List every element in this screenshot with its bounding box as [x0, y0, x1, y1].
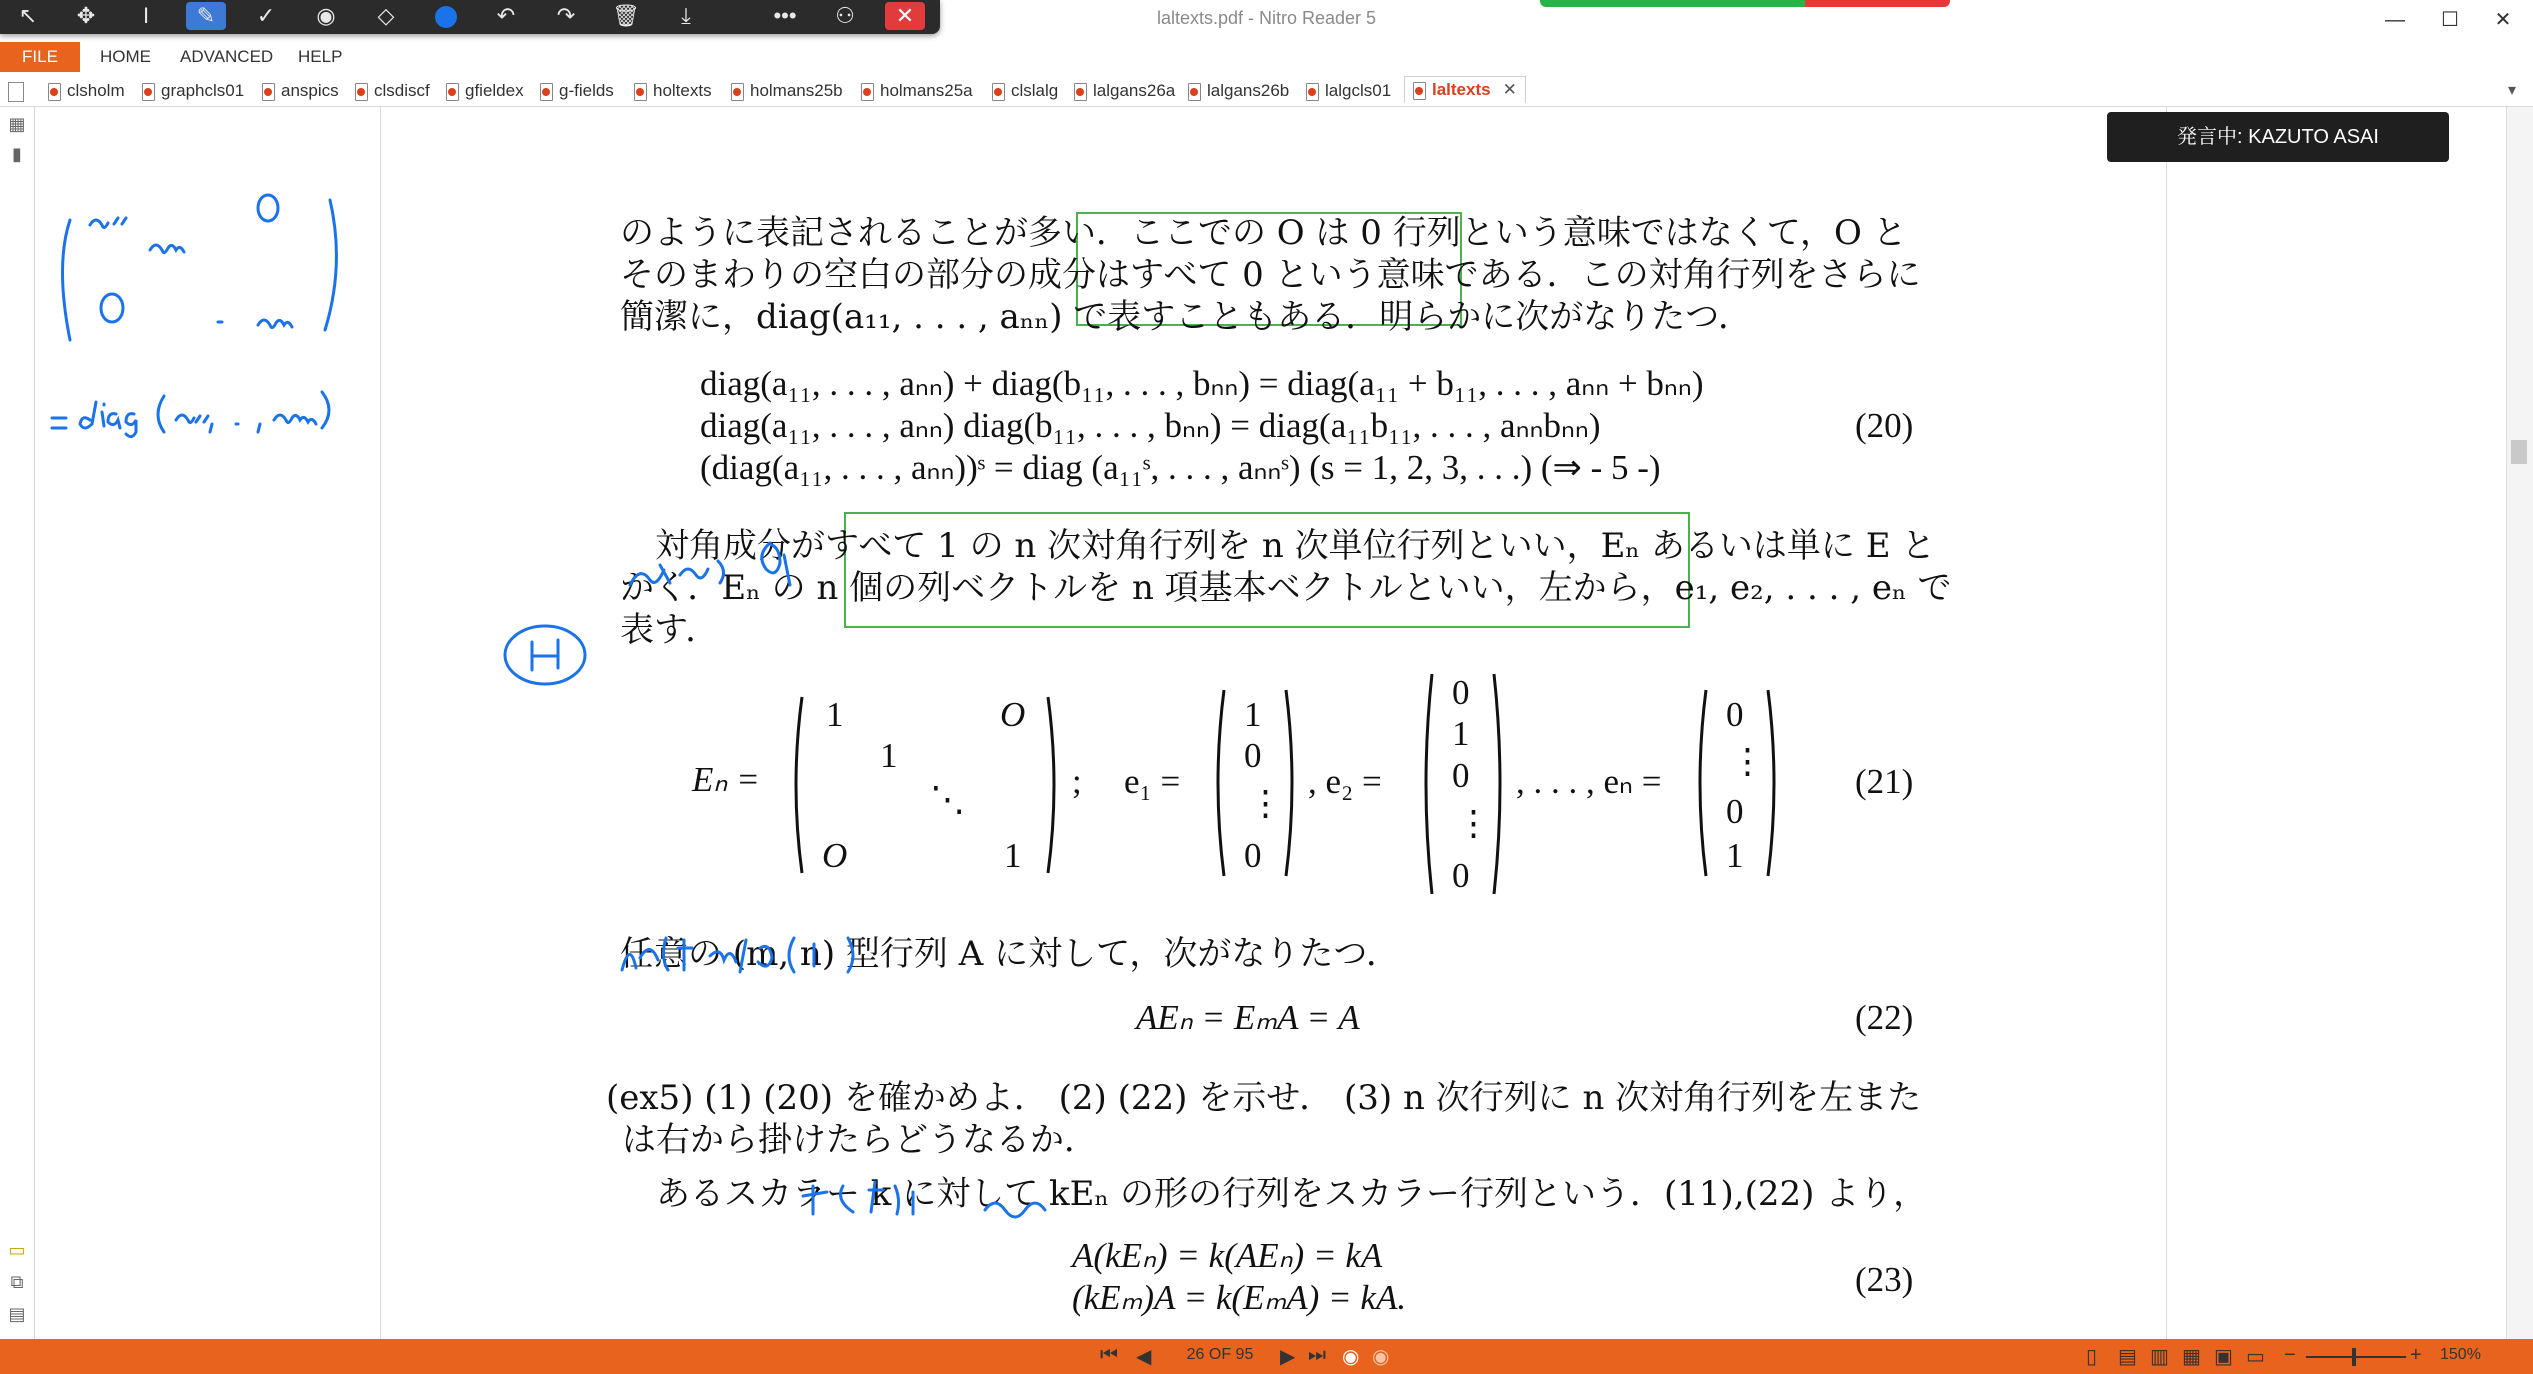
attachments-icon[interactable]: ▮	[12, 144, 22, 164]
tab-lalgans26b[interactable]: lalgans26b	[1188, 78, 1289, 104]
zoom-slider[interactable]	[2306, 1356, 2406, 1358]
color-dot-icon[interactable]	[426, 2, 466, 30]
pdf-icon	[262, 83, 275, 101]
pdf-icon	[142, 83, 155, 101]
identity-zero-top: O	[1000, 695, 1026, 734]
equation-20-line-3: (diag(a₁₁, . . . , aₙₙ))ˢ = diag (a₁₁ˢ, . . . , aₙₙˢ) (s = 1, 2, 3, . . .) (⇒ - 5 -)	[700, 448, 1661, 487]
pdf-icon	[355, 83, 368, 101]
forward-icon[interactable]: ◉	[1372, 1346, 1390, 1368]
more-icon[interactable]: •••	[773, 3, 797, 28]
pdf-icon	[446, 83, 459, 101]
e1-entry-dots: ⋮	[1248, 784, 1283, 823]
toolbar-close-icon[interactable]: ✕	[885, 2, 925, 30]
maximize-button[interactable]: ☐	[2441, 9, 2459, 31]
pdf-icon	[48, 83, 61, 101]
layers-icon[interactable]: ⧉	[10, 1272, 24, 1292]
first-page-icon[interactable]: ⏮	[1100, 1344, 1118, 1366]
tab-dropdown-icon[interactable]: ▾	[2508, 82, 2517, 99]
equation-23-line-1: A(kEₙ) = k(AEₙ) = kA	[1072, 1236, 1383, 1275]
next-page-icon[interactable]: ▶	[1280, 1346, 1296, 1368]
menu-home[interactable]: HOME	[100, 47, 151, 66]
exercise-5-line-1: (ex5) (1) (20) を確かめよ． (2) (22) を示せ． (3) n 次行列に n 次対角行列を左また	[606, 1078, 1922, 1118]
identity-zero-bottom: O	[822, 836, 848, 875]
download-icon[interactable]: ⤓	[681, 3, 691, 28]
pdf-icon	[634, 83, 647, 101]
e2-entry-1: 1	[1452, 714, 1470, 753]
equation-20-number: (20)	[1855, 406, 1914, 445]
e1-entry-0: 1	[1244, 695, 1262, 734]
e2-entry-dots: ⋮	[1456, 804, 1491, 843]
identity-dots: ⋱	[930, 780, 965, 819]
pdf-icon	[1188, 83, 1201, 101]
tab-lalgcls01[interactable]: lalgcls01	[1306, 78, 1391, 104]
eq21-En-label: Eₙ =	[692, 760, 760, 799]
paragraph-2-line-2: かく．Eₙ の n 個の列ベクトルを n 項基本ベクトルといい，左から，e₁, e₂, . . . , eₙ で	[620, 568, 1952, 608]
speaking-indicator: 発言中: KAZUTO ASAI	[2107, 112, 2449, 162]
eq21-e1-label: e₁ =	[1124, 762, 1181, 801]
tab-holmans25a[interactable]: holmans25a	[861, 78, 973, 104]
pdf-icon	[1413, 82, 1426, 100]
menu-file[interactable]: FILE	[0, 42, 80, 72]
page-right-margin	[2166, 107, 2507, 1339]
pdf-icon	[1074, 83, 1087, 101]
zoom-out-icon[interactable]: −	[2284, 1344, 2296, 1366]
continuous-view-icon[interactable]: ▤	[2118, 1346, 2137, 1368]
facing-view-icon[interactable]: ▥	[2150, 1346, 2169, 1368]
left-panel-strip	[0, 107, 35, 1339]
menu-help[interactable]: HELP	[298, 47, 343, 66]
zoom-in-icon[interactable]: +	[2410, 1344, 2422, 1366]
equation-23-line-2: (kEₘ)A = k(EₘA) = kA.	[1072, 1278, 1407, 1317]
handwritten-diag-note	[40, 370, 380, 450]
e2-entry-last: 0	[1452, 856, 1470, 895]
paragraph-1-line-2: そのまわりの空白の部分の成分はすべて 0 という意味である．この対角行列をさらに	[620, 255, 1921, 295]
bookmark-panel-icon[interactable]: ▦	[8, 114, 26, 134]
page-indicator[interactable]: 26 OF 95	[1186, 1346, 1254, 1363]
paragraph-3: 任意の (m, n) 型行列 A に対して，次がなりたつ．	[620, 934, 1401, 974]
tab-holmans25b[interactable]: holmans25b	[731, 78, 843, 104]
tab-graphcls01[interactable]: graphcls01	[142, 78, 244, 104]
pan-icon[interactable]: ✥	[76, 3, 96, 28]
equation-21-number: (21)	[1855, 762, 1914, 801]
equation-20-line-1: diag(a₁₁, . . . , aₙₙ) + diag(b₁₁, . . . , bₙₙ) = diag(a₁₁ + b₁₁, . . . , aₙₙ + bₙₙ)	[700, 364, 1704, 403]
trash-icon[interactable]: 🗑	[612, 3, 640, 28]
pdf-icon	[1306, 83, 1319, 101]
en-entry-0: 0	[1726, 695, 1744, 734]
eq21-semicolon: ;	[1072, 762, 1082, 801]
menu-bar	[0, 42, 2533, 72]
e2-entry-2: 0	[1452, 756, 1470, 795]
tab-gfieldex[interactable]: gfieldex	[446, 78, 524, 104]
window-close-button[interactable]: ✕	[2494, 9, 2512, 31]
redo-icon[interactable]: ↷	[556, 3, 576, 28]
equation-22: AEₙ = EₘA = A	[1136, 998, 1360, 1037]
handwritten-underline-note	[618, 918, 888, 978]
exercise-5-line-2: は右から掛けたらどうなるか．	[622, 1120, 1098, 1160]
text-cursor-icon[interactable]: I	[142, 3, 150, 28]
handwritten-scalar-note	[795, 1166, 1095, 1226]
last-page-icon[interactable]: ⏭	[1308, 1344, 1326, 1366]
vertical-scrollbar[interactable]	[2506, 107, 2533, 1339]
pdf-icon	[731, 83, 744, 101]
pointer-icon[interactable]: ↖	[18, 3, 38, 28]
handwritten-circle-h	[500, 620, 590, 690]
paragraph-1-line-1: のように表記されることが多い．ここでの O は 0 行列という意味ではなくて，O と	[620, 213, 1907, 253]
tab-g-fields[interactable]: g-fields	[540, 78, 614, 104]
e2-entry-0: 0	[1452, 673, 1470, 712]
paragraph-4: あるスカラー k に対して kEₙ の形の行列をスカラー行列という．(11),(22) より，	[656, 1174, 1928, 1214]
paragraph-2-line-3: 表す．	[620, 610, 720, 650]
paragraph-1-line-3: 簡潔に，diag(a₁₁, . . . , aₙₙ) で表すこともある．明らかに次がなりたつ．	[620, 297, 1752, 337]
pdf-icon	[861, 83, 874, 101]
tab-lalgans26a[interactable]: lalgans26a	[1074, 78, 1175, 104]
equation-22-number: (22)	[1855, 998, 1914, 1037]
tab-clsholm[interactable]: clsholm	[48, 78, 125, 104]
eq21-e2-label: , e₂ =	[1308, 762, 1382, 801]
tab-clslalg[interactable]: clslalg	[992, 78, 1058, 104]
meeting-bar-red[interactable]	[1805, 0, 1950, 7]
people-icon[interactable]: ⚇	[835, 3, 855, 28]
back-icon[interactable]: ◉	[1342, 1346, 1360, 1368]
zoom-slider-thumb[interactable]	[2352, 1348, 2356, 1366]
minimize-button[interactable]: —	[2385, 9, 2405, 31]
comments-icon[interactable]: ▭	[8, 1240, 26, 1260]
scrollbar-thumb[interactable]	[2511, 440, 2527, 464]
e1-entry-last: 0	[1244, 836, 1262, 875]
identity-entry-2: 1	[880, 736, 898, 775]
e1-entry-1: 0	[1244, 736, 1262, 775]
meeting-bar-green[interactable]	[1540, 0, 1805, 7]
previous-page-icon[interactable]: ◀	[1136, 1346, 1152, 1368]
tab-holtexts[interactable]: holtexts	[634, 78, 712, 104]
equation-20-line-2: diag(a₁₁, . . . , aₙₙ) diag(b₁₁, . . . , bₙₙ) = diag(a₁₁b₁₁, . . . , aₙₙbₙₙ)	[700, 406, 1601, 445]
check-icon[interactable]: ✓	[256, 3, 276, 28]
fit-width-icon[interactable]: ▭	[2246, 1346, 2265, 1368]
en-entry-last: 1	[1726, 836, 1744, 875]
window-title: laltexts.pdf - Nitro Reader 5	[1156, 8, 1377, 28]
paragraph-2-line-1: 対角成分がすべて 1 の n 次対角行列を n 次単位行列といい，Eₙ あるいは単に E と	[655, 526, 1936, 566]
fit-page-icon[interactable]: ▣	[2214, 1346, 2233, 1368]
handwritten-word-note	[620, 525, 860, 605]
identity-entry-n: 1	[1004, 836, 1022, 875]
pdf-icon	[992, 83, 1005, 101]
pages-icon[interactable]: ▤	[8, 1304, 26, 1324]
tab-anspics[interactable]: anspics	[262, 78, 339, 104]
menu-advanced[interactable]: ADVANCED	[180, 47, 274, 66]
en-entry-dots: ⋮	[1730, 742, 1765, 781]
page-list-icon[interactable]	[8, 82, 24, 102]
identity-entry-1: 1	[826, 695, 844, 734]
tab-laltexts[interactable]: laltexts ✕	[1404, 76, 1526, 103]
pen-icon[interactable]: ✎	[186, 2, 226, 30]
en-entry-2: 0	[1726, 792, 1744, 831]
pdf-icon	[540, 83, 553, 101]
eraser-icon[interactable]: ◇	[377, 3, 395, 28]
tab-close-icon[interactable]: ✕	[1502, 80, 1517, 99]
facing-continuous-view-icon[interactable]: ▦	[2182, 1346, 2201, 1368]
stamp-icon[interactable]: ◉	[316, 3, 336, 28]
eq21-en-label: , . . . , eₙ =	[1516, 762, 1662, 801]
undo-icon[interactable]: ↶	[496, 3, 516, 28]
single-page-view-icon[interactable]: ▯	[2086, 1346, 2098, 1368]
zoom-level[interactable]: 150%	[2440, 1346, 2481, 1363]
equation-23-number: (23)	[1855, 1260, 1914, 1299]
tab-clsdiscf[interactable]: clsdiscf	[355, 78, 430, 104]
